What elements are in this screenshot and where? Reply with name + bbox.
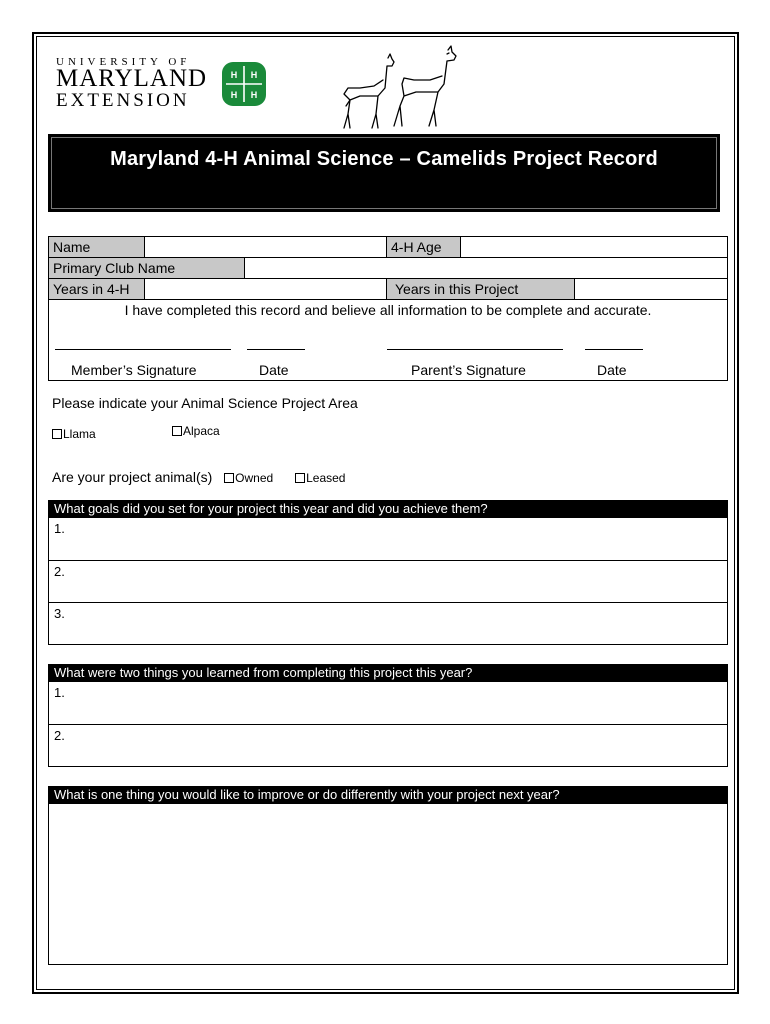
goals-answer-3[interactable]: 3. <box>49 602 727 644</box>
age-field[interactable] <box>461 237 727 257</box>
leased-option[interactable] <box>295 471 345 485</box>
logo-line-extension: EXTENSION <box>56 90 190 111</box>
learned-question-heading: What were two things you learned from completing this project this year? <box>49 665 727 682</box>
llama-label: Llama <box>63 427 96 441</box>
form-title: Maryland 4-H Animal Science – Camelids Project Record <box>110 148 658 170</box>
member-signature-label: Member’s Signature <box>71 362 197 378</box>
logo-line-maryland: MARYLAND <box>56 65 208 92</box>
parent-signature-label: Parent’s Signature <box>411 362 526 378</box>
signature-block <box>49 300 727 380</box>
svg-text:H: H <box>250 70 258 80</box>
years-label: Years in 4-H <box>49 279 145 299</box>
logo-line-university: UNIVERSITY OF <box>56 56 191 68</box>
age-label: 4-H Age <box>387 237 461 257</box>
owned-option[interactable] <box>224 471 273 485</box>
improve-question-box <box>48 786 728 965</box>
club-row <box>49 258 727 279</box>
svg-text:H: H <box>230 90 238 100</box>
years-field[interactable] <box>145 279 387 299</box>
svg-text:H: H <box>230 70 238 80</box>
title-banner <box>48 134 720 212</box>
improve-answer-area[interactable] <box>49 804 727 964</box>
parent-signature-line[interactable] <box>387 349 563 350</box>
years-project-label: Years in this Project <box>387 279 575 299</box>
goals-question-heading: What goals did you set for your project this year and did you achieve them? <box>49 501 727 518</box>
goals-answer-2[interactable]: 2. <box>49 560 727 602</box>
alpaca-label: Alpaca <box>183 424 220 438</box>
learned-answer-2[interactable]: 2. <box>49 724 727 766</box>
learned-question-box <box>48 664 728 767</box>
ownership-prompt-text: Are your project animal(s) <box>52 469 213 485</box>
member-info-table <box>48 236 728 381</box>
certification-statement: I have completed this record and believe all information to be complete and accurate. <box>124 302 652 318</box>
form-page <box>32 32 739 994</box>
goals-answer-1[interactable]: 1. <box>54 521 65 536</box>
goals-question-box <box>48 500 728 645</box>
alpaca-checkbox[interactable] <box>172 426 182 436</box>
llama-checkbox[interactable] <box>52 429 62 439</box>
4h-clover-icon <box>218 58 270 110</box>
improve-question-heading: What is one thing you would like to improve or do differently with your project next year? <box>49 787 727 804</box>
umd-extension-logo <box>56 56 216 111</box>
name-row <box>49 237 727 258</box>
parent-date-line[interactable] <box>585 349 643 350</box>
name-label: Name <box>49 237 145 257</box>
member-date-line[interactable] <box>247 349 305 350</box>
learned-answer-1[interactable]: 1. <box>54 685 65 700</box>
member-signature-line[interactable] <box>55 349 231 350</box>
llama-alpaca-illustration <box>330 44 460 130</box>
llama-option[interactable] <box>52 427 96 441</box>
member-date-label: Date <box>259 362 289 378</box>
name-field[interactable] <box>145 237 387 257</box>
years-row <box>49 279 727 300</box>
leased-label: Leased <box>306 471 346 485</box>
alpaca-option[interactable] <box>172 424 220 438</box>
parent-date-label: Date <box>597 362 627 378</box>
ownership-prompt <box>52 469 345 485</box>
leased-checkbox[interactable] <box>295 473 305 483</box>
club-label: Primary Club Name <box>49 258 245 278</box>
years-project-field[interactable] <box>575 279 727 299</box>
owned-checkbox[interactable] <box>224 473 234 483</box>
project-area-prompt: Please indicate your Animal Science Project Area <box>52 395 358 411</box>
club-field[interactable] <box>245 258 727 278</box>
owned-label: Owned <box>235 471 274 485</box>
svg-text:H: H <box>250 90 258 100</box>
